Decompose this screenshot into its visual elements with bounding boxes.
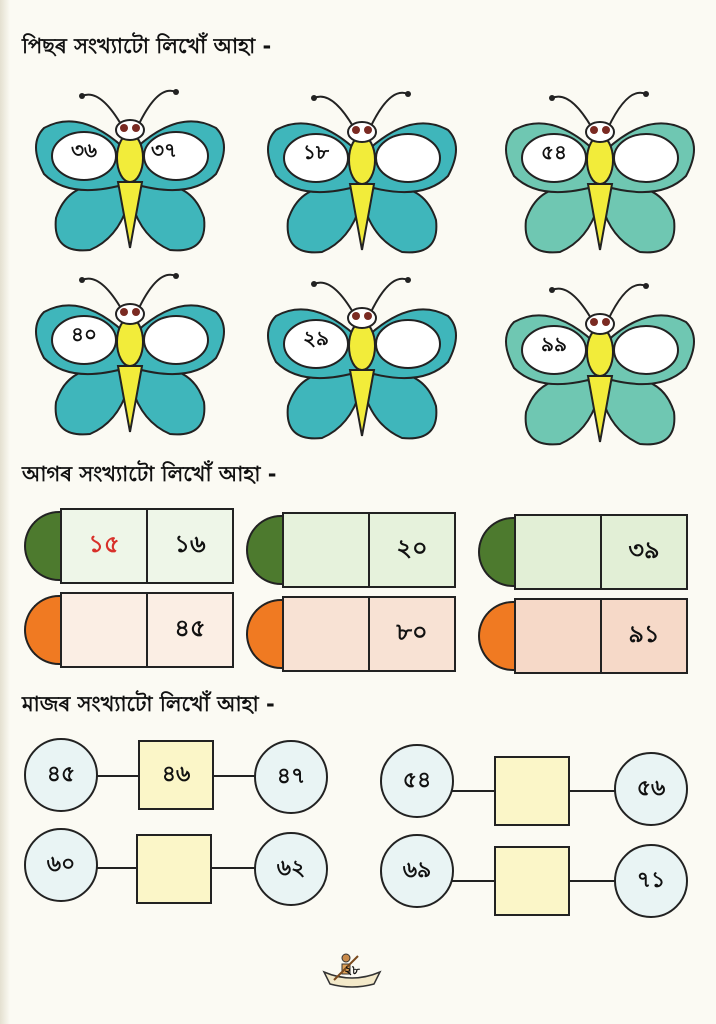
- answer-box[interactable]: [494, 846, 570, 916]
- pencil-tip: [246, 599, 286, 669]
- end-number: ৪৭: [254, 740, 328, 814]
- start-number: ৬০: [24, 828, 98, 902]
- butterfly-drawing: [30, 262, 230, 452]
- pencil-item: [478, 598, 694, 674]
- answer-box[interactable]: [282, 596, 370, 672]
- answer-box[interactable]: ৩৭: [150, 138, 177, 162]
- butterfly-drawing: [262, 80, 462, 270]
- given-number: ৯১: [600, 598, 688, 674]
- butterfly: [262, 80, 462, 270]
- butterfly: [262, 266, 462, 456]
- given-number: ৩৯: [600, 514, 688, 590]
- given-number: ৮০: [368, 596, 456, 672]
- answer-box[interactable]: [60, 592, 148, 668]
- page-number: ২৮: [344, 963, 360, 977]
- butterfly: [500, 272, 700, 462]
- pencil-item: [478, 514, 694, 590]
- end-number: ৭১: [614, 844, 688, 918]
- given-number: ২০: [368, 512, 456, 588]
- answer-box[interactable]: ১৫: [60, 508, 148, 584]
- given-number: ৫৪: [541, 140, 567, 164]
- pencil-item: [246, 596, 462, 672]
- pencil-item: [246, 512, 462, 588]
- start-number: ৬৯: [380, 834, 454, 908]
- start-number: ৫৪: [380, 744, 454, 818]
- pencil-tip: [246, 515, 286, 585]
- butterfly-drawing: [500, 80, 700, 270]
- given-number: ১৬: [146, 508, 234, 584]
- answer-box[interactable]: ৪৬: [138, 740, 214, 810]
- pencil-tip: [478, 601, 518, 671]
- given-number: ৩৬: [70, 138, 97, 162]
- answer-box[interactable]: [494, 756, 570, 826]
- pencil-tip: [24, 511, 64, 581]
- answer-box[interactable]: [282, 512, 370, 588]
- pencil-item: [24, 592, 240, 668]
- answer-box[interactable]: [514, 514, 602, 590]
- end-number: ৫৬: [614, 752, 688, 826]
- end-number: ৬২: [254, 832, 328, 906]
- start-number: ৪৫: [24, 738, 98, 812]
- given-number: ১৮: [303, 140, 329, 164]
- heading-before: আগৰ সংখ্যাটো লিখোঁ আহা -: [22, 462, 277, 486]
- answer-box[interactable]: [514, 598, 602, 674]
- page-edge: [0, 0, 10, 1024]
- pencil-tip: [24, 595, 64, 665]
- given-number: ২৯: [303, 326, 329, 350]
- heading-after: পিছৰ সংখ্যাটো লিখোঁ আহা -: [22, 34, 272, 58]
- butterfly-drawing: [500, 272, 700, 462]
- pencil-item: [24, 508, 240, 584]
- butterfly: [30, 78, 230, 268]
- butterfly: [500, 80, 700, 270]
- butterfly-drawing: [262, 266, 462, 456]
- pencil-tip: [478, 517, 518, 587]
- heading-between: মাজৰ সংখ্যাটো লিখোঁ আহা -: [22, 692, 275, 716]
- given-number: ৪০: [71, 322, 97, 346]
- answer-box[interactable]: [136, 834, 212, 904]
- given-number: ৯৯: [541, 332, 567, 356]
- butterfly-drawing: [30, 78, 230, 268]
- butterfly: [30, 262, 230, 452]
- given-number: ৪৫: [146, 592, 234, 668]
